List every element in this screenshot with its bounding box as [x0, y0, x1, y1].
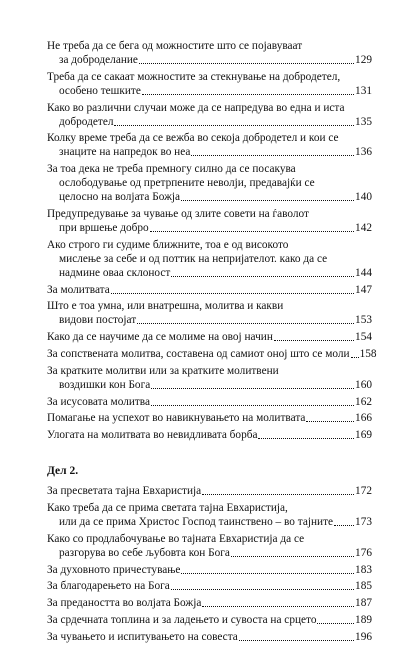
- toc-entry-text: За предаността во волјата Божја: [47, 597, 202, 610]
- dot-leader: [111, 292, 354, 294]
- toc-entry: [47, 532, 372, 560]
- toc-entry-text: Предупредување за чување од злите совети на ѓаволот: [47, 207, 309, 220]
- toc-entry-line: [47, 299, 372, 313]
- toc-entry-line: [47, 283, 372, 297]
- toc-entry: [47, 162, 372, 204]
- toc-entry-text: За духовното причестување: [47, 563, 181, 576]
- toc-entry: [47, 395, 372, 409]
- toc-entry-line: [47, 484, 372, 498]
- dot-leader: [137, 322, 354, 324]
- toc-page-number: 129: [355, 54, 372, 66]
- toc-entry: [47, 596, 372, 610]
- toc-entry: [47, 428, 372, 442]
- toc-entry-line: [47, 532, 372, 546]
- toc-page-number: 189: [355, 613, 372, 626]
- toc-entry-line: [47, 39, 372, 53]
- toc-entry: [47, 613, 372, 627]
- table-of-contents: [47, 39, 377, 647]
- dot-leader: [351, 356, 359, 358]
- dot-leader: [114, 124, 354, 126]
- toc-entry: [47, 238, 372, 280]
- toc-entry: [47, 299, 372, 327]
- toc-entry-line: [47, 145, 372, 159]
- toc-entry: [47, 39, 372, 67]
- toc-entry-text: мислење за себе и од поттик на непријателот. како да се: [59, 252, 328, 265]
- section-2-heading: Дел 2.: [47, 465, 79, 478]
- toc-entry-text: Како во различни случаи може да се напредува во една и иста: [47, 101, 345, 114]
- toc-entry: [47, 563, 372, 577]
- toc-entry-line: [47, 579, 372, 593]
- toc-entry-line: [47, 176, 372, 190]
- toc-entry: [47, 630, 372, 644]
- toc-page-number: 173: [355, 515, 372, 528]
- toc-page-number: 169: [355, 429, 372, 442]
- dot-leader: [142, 93, 354, 95]
- toc-entry: [47, 579, 372, 593]
- toc-page-number: 160: [355, 378, 372, 391]
- toc-page-number: 158: [359, 347, 377, 360]
- toc-entry-text: надмине оваа склоност: [59, 266, 171, 279]
- toc-entry-text: Како треба да се прима светата тајна Евхаристија,: [47, 501, 288, 514]
- toc-entry-line: [47, 221, 372, 235]
- toc-entry-text: при вршење добро: [59, 221, 149, 234]
- toc-page-number: 142: [355, 221, 372, 234]
- toc-entry-text: За срдечната топлина и за ладењето и сувоста на срцето: [47, 613, 317, 626]
- toc-entry-line: [47, 131, 372, 145]
- toc-entry: [47, 411, 372, 425]
- toc-entry-text: добродетел: [59, 115, 114, 128]
- toc-entry: [47, 70, 372, 98]
- toc-part-2: [47, 484, 372, 644]
- dot-leader: [258, 437, 354, 439]
- dot-leader: [139, 62, 354, 64]
- toc-entry-text: Треба да се сакаат можностите за стекнување на добродетел,: [47, 70, 341, 83]
- toc-entry-text: Како да се научиме да се молиме на овој начин: [47, 331, 273, 344]
- toc-page-number: 187: [355, 597, 372, 610]
- toc-page-number: 140: [355, 191, 372, 204]
- dot-leader: [202, 605, 354, 607]
- dot-leader: [191, 154, 354, 156]
- toc-entry-line: [47, 330, 372, 344]
- toc-entry-line: [47, 115, 372, 129]
- toc-entry: [47, 101, 372, 129]
- toc-entry: [47, 347, 377, 361]
- toc-entry-text: За молитвата: [47, 283, 110, 296]
- dot-leader: [171, 275, 354, 277]
- dot-leader: [231, 555, 354, 557]
- toc-page-number: 162: [355, 395, 372, 408]
- toc-entry: [47, 364, 372, 392]
- toc-entry-text: или да се прима Христос Господ таинствено – во тајните: [59, 515, 334, 528]
- toc-entry-line: [47, 238, 372, 252]
- toc-entry: [47, 207, 372, 235]
- toc-entry-text: Помагање на успехот во навикнувањето на молитвата: [47, 412, 306, 425]
- toc-entry-text: За благодарењето на Бога: [47, 580, 170, 593]
- toc-entry: [47, 283, 372, 297]
- dot-leader: [151, 387, 354, 389]
- dot-leader: [171, 588, 354, 590]
- dot-leader: [239, 639, 354, 641]
- toc-entry: [47, 330, 372, 344]
- toc-entry-text: особено тешките: [59, 84, 141, 97]
- toc-entry-line: [47, 162, 372, 176]
- toc-entry-line: [47, 364, 372, 378]
- toc-entry-text: Ако строго ги судиме ближните, тоа е од високото: [47, 238, 289, 251]
- toc-entry-line: [47, 546, 372, 560]
- toc-entry-text: Улогата на молитвата во невидливата борба: [47, 429, 258, 442]
- toc-entry-line: [47, 630, 372, 644]
- toc-entry-text: за доброделание: [59, 54, 138, 66]
- toc-entry-line: [47, 70, 372, 84]
- toc-entry-text: Колку време треба да се вежба во секоја добродетел и кои се: [47, 132, 339, 145]
- toc-entry-text: Што е тоа умна, или внатрешна, молитва и какви: [47, 300, 284, 313]
- toc-entry-text: За чувањето и испитувањето на совеста: [47, 630, 238, 643]
- toc-entry-text: За исусовата молитва: [47, 395, 151, 408]
- toc-entry-line: [47, 53, 372, 67]
- dot-leader: [306, 420, 354, 422]
- dot-leader: [317, 622, 354, 624]
- dot-leader: [151, 404, 354, 406]
- toc-page-number: 183: [355, 563, 372, 576]
- toc-entry-text: За кратките молитви или за кратките молитвени: [47, 364, 279, 377]
- toc-page-number: 176: [355, 546, 372, 559]
- dot-leader: [334, 524, 354, 526]
- toc-entry-line: [47, 266, 372, 280]
- toc-entry-line: [47, 347, 377, 361]
- toc-entry-line: [47, 313, 372, 327]
- toc-page-number: 135: [355, 115, 372, 128]
- toc-page-number: 185: [355, 580, 372, 593]
- toc-entry-line: [47, 84, 372, 98]
- toc-entry-line: [47, 395, 372, 409]
- toc-entry-text: знаците на напредок во неа: [59, 146, 191, 159]
- dot-leader: [274, 339, 354, 341]
- toc-entry-text: Не треба да се бега од можностите што се појавуваат: [47, 40, 303, 52]
- toc-page-number: 172: [355, 485, 372, 498]
- toc-entry-text: Како со продлабочување во тајната Евхаристија да се: [47, 532, 305, 545]
- toc-entry-line: [47, 613, 372, 627]
- toc-entry-line: [47, 207, 372, 221]
- toc-page-number: 166: [355, 412, 372, 425]
- toc-entry-text: разгорува во себе љубовта кон Бога: [59, 546, 230, 559]
- toc-entry: [47, 484, 372, 498]
- toc-page-number: 136: [355, 146, 372, 159]
- toc-page-number: 154: [355, 331, 372, 344]
- toc-entry-text: целосно на волјата Божја: [59, 191, 181, 204]
- toc-part-1: [47, 39, 377, 442]
- toc-entry-line: [47, 190, 372, 204]
- toc-entry-text: За пресветата тајна Евхаристија: [47, 485, 202, 498]
- toc-entry-text: воздишки кон Бога: [59, 378, 151, 391]
- toc-entry-line: [47, 563, 372, 577]
- toc-entry-text: За тоа дека не треба премногу силно да се посакува: [47, 163, 296, 176]
- dot-leader: [150, 230, 354, 232]
- toc-entry: [47, 501, 372, 529]
- toc-page-number: 147: [355, 283, 372, 296]
- toc-entry-line: [47, 515, 372, 529]
- toc-page-number: 131: [355, 84, 372, 97]
- toc-entry-line: [47, 378, 372, 392]
- toc-entry-line: [47, 501, 372, 515]
- dot-leader: [202, 493, 354, 495]
- toc-entry-line: [47, 101, 372, 115]
- toc-page-number: 144: [355, 266, 372, 279]
- toc-entry-line: [47, 252, 372, 266]
- toc-page-number: 196: [355, 630, 372, 643]
- toc-entry: [47, 131, 372, 159]
- dot-leader: [181, 572, 354, 574]
- toc-entry-line: [47, 428, 372, 442]
- toc-entry-line: [47, 411, 372, 425]
- toc-entry-text: За сопствената молитва, составена од самиот оној што се моли: [47, 347, 350, 360]
- toc-page-number: 153: [355, 314, 372, 327]
- dot-leader: [181, 199, 354, 201]
- toc-entry-text: видови постојат: [59, 314, 137, 327]
- toc-entry-line: [47, 596, 372, 610]
- toc-entry-text: ослободување од претрпените неволји, предавајќи се: [59, 177, 315, 190]
